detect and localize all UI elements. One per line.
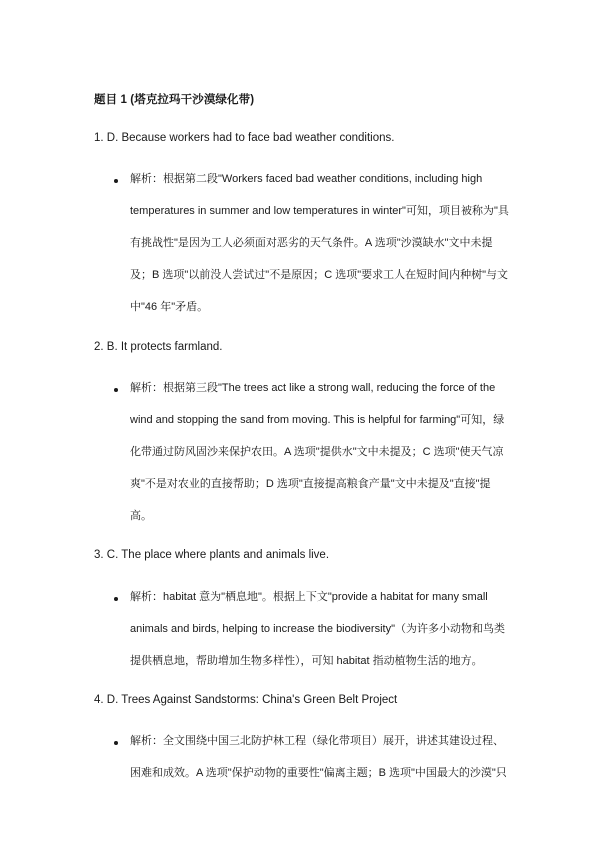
bullet-icon bbox=[114, 179, 118, 183]
answer-2: 2. B. It protects farmland. bbox=[94, 341, 223, 353]
explanation-line: 解析：全文围绕中国三北防护林工程（绿化带项目）展开，讲述其建设过程、 bbox=[130, 735, 504, 747]
bullet-icon bbox=[114, 597, 118, 601]
explanation-line: wind and stopping the sand from moving. This is helpful for farming"可知，绿 bbox=[130, 414, 505, 426]
explanation-line: 中"46 年"矛盾。 bbox=[130, 301, 209, 313]
explanation-4 bbox=[130, 725, 530, 789]
explanation-line: 化带通过防风固沙来保护农田。A 选项"提供水"文中未提及；C 选项"使天气凉 bbox=[130, 446, 504, 458]
explanation-3 bbox=[130, 581, 530, 677]
explanation-line: 困难和成效。A 选项"保护动物的重要性"偏离主题；B 选项"中国最大的沙漠"只 bbox=[130, 767, 507, 779]
explanation-line: 解析：根据第二段"Workers faced bad weather conditions, including high bbox=[130, 173, 483, 185]
explanation-line: 及；B 选项"以前没人尝试过"不是原因；C 选项"要求工人在短时间内种树"与文 bbox=[130, 269, 509, 281]
explanation-line: temperatures in summer and low temperatures in winter"可知，项目被称为"具 bbox=[130, 205, 509, 217]
explanation-line: 解析：根据第三段"The trees act like a strong wall, reducing the force of the bbox=[130, 382, 496, 394]
page-title: 题目 1 (塔克拉玛干沙漠绿化带) bbox=[94, 94, 255, 106]
explanation-line: 爽"不是对农业的直接帮助；D 选项"直接提高粮食产量"文中未提及"直接"提 bbox=[130, 478, 491, 490]
explanation-line: 提供栖息地，帮助增加生物多样性），可知 habitat 指动植物生活的地方。 bbox=[130, 655, 483, 667]
explanation-line: 解析：habitat 意为"栖息地"。根据上下文"provide a habitat for many small bbox=[130, 591, 488, 603]
explanation-1 bbox=[130, 163, 530, 323]
explanation-line: 高。 bbox=[130, 510, 152, 522]
explanation-line: animals and birds, helping to increase the biodiversity"（为许多小动物和鸟类 bbox=[130, 623, 505, 635]
bullet-icon bbox=[114, 741, 118, 745]
answer-4: 4. D. Trees Against Sandstorms: China's Green Belt Project bbox=[94, 694, 398, 706]
explanation-line: 有挑战性"是因为工人必须面对恶劣的天气条件。A 选项"沙漠缺水"文中未提 bbox=[130, 237, 493, 249]
answer-1: 1. D. Because workers had to face bad weather conditions. bbox=[94, 132, 395, 144]
bullet-icon bbox=[114, 388, 118, 392]
explanation-2 bbox=[130, 372, 530, 532]
answer-3: 3. C. The place where plants and animals live. bbox=[94, 549, 330, 561]
